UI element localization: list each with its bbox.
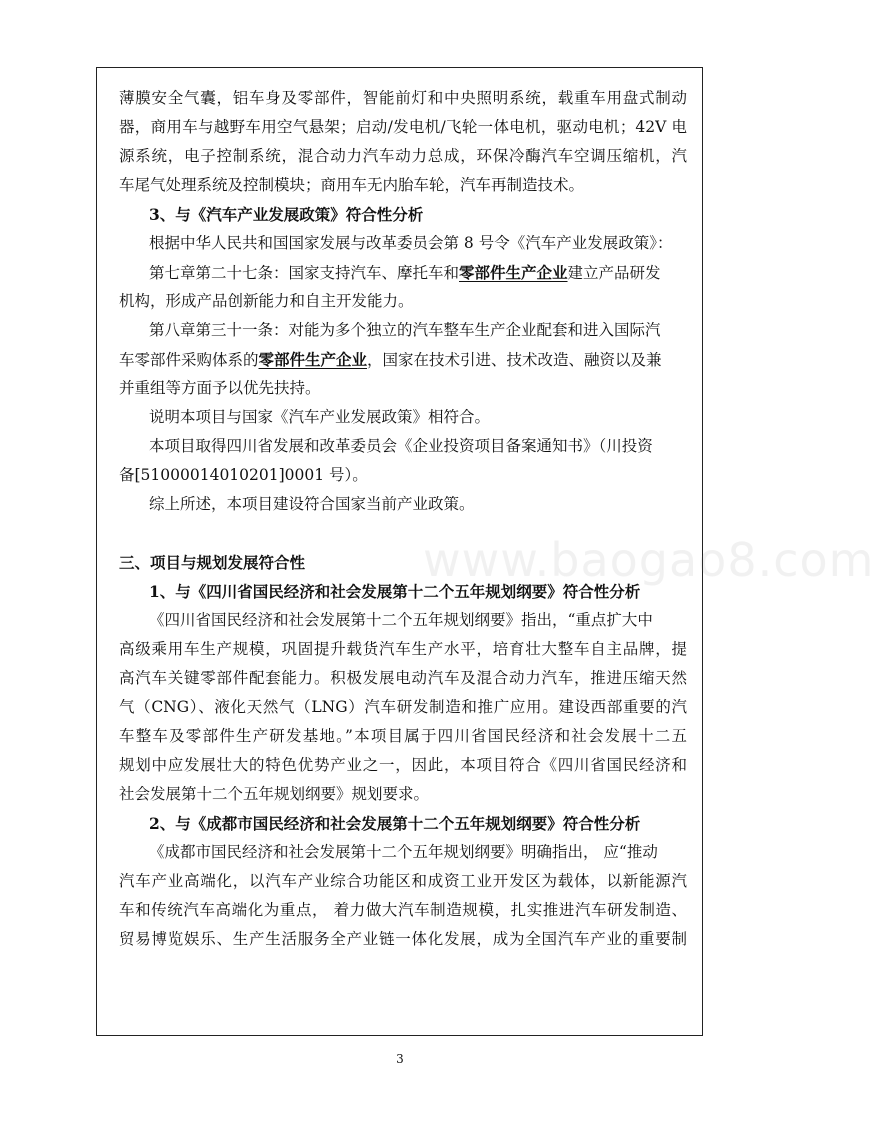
text-line: 并重组等方面予以优先扶持。 (119, 379, 321, 397)
article-27-text: 建立产品研发 (567, 264, 661, 282)
text-line: 车和传统汽车高端化为重点， 着力做大汽车制造规模，扎实推进汽车研发制造、 (119, 901, 687, 919)
text-line: 规划中应发展壮大的特色优势产业之一，因此，本项目符合《四川省国民经济和 (119, 756, 687, 774)
page-number: 3 (396, 1052, 404, 1066)
heading-policy-analysis: 3、与《汽车产业发展政策》符合性分析 (149, 205, 424, 224)
article-27-text: 第七章第二十七条：国家支持汽车、摩托车和 (149, 264, 460, 282)
article-31-text: 车零部件采购体系的 (119, 351, 259, 369)
text-line: 气（CNG）、液化天然气（LNG）汽车研发制造和推广应用。建设西部重要的汽 (119, 698, 687, 716)
article-31-text: ，国家在技术引进、技术改造、融资以及兼 (367, 351, 662, 369)
text-line: 机构，形成产品创新能力和自主开发能力。 (119, 292, 414, 310)
heading-sichuan-plan: 1、与《四川省国民经济和社会发展第十二个五年规划纲要》符合性分析 (149, 582, 641, 601)
text-line: 贸易博览娱乐、生产生活服务全产业链一体化发展，成为全国汽车产业的重要制 (119, 930, 687, 948)
text-line: 高级乘用车生产规模，巩固提升载货汽车生产水平，培育壮大整车自主品牌，提 (119, 640, 687, 658)
text-line: 《成都市国民经济和社会发展第十二个五年规划纲要》明确指出， 应“推动 (149, 843, 658, 861)
text-line: 说明本项目与国家《汽车产业发展政策》相符合。 (149, 408, 491, 426)
text-line: 汽车产业高端化，以汽车产业综合功能区和成资工业开发区为载体，以新能源汽 (119, 872, 687, 890)
section-heading: 三、项目与规划发展符合性 (119, 553, 306, 572)
text-line: 车尾气处理系统及控制模块；商用车无内胎车轮，汽车再制造技术。 (119, 176, 585, 194)
text-line: 备[51000014010201]0001 号）。 (119, 466, 368, 484)
text-line: 综上所述，本项目建设符合国家当前产业政策。 (149, 495, 475, 513)
spacer (119, 519, 687, 548)
text-line: 根据中华人民共和国国家发展与改革委员会第 8 号令《汽车产业发展政策》： (149, 234, 673, 252)
underlined-term: 零部件生产企业 (459, 263, 568, 282)
underlined-term: 零部件生产企业 (258, 350, 368, 369)
document-body (119, 84, 687, 954)
text-line: 源系统，电子控制系统，混合动力汽车动力总成，环保冷酶汽车空调压缩机，汽 (119, 147, 687, 165)
heading-chengdu-plan: 2、与《成都市国民经济和社会发展第十二个五年规划纲要》符合性分析 (149, 814, 641, 833)
watermark: www.baogao8.com (423, 533, 874, 587)
text-line: 车整车及零部件生产研发基地。”本项目属于四川省国民经济和社会发展十二五 (119, 727, 687, 745)
text-line: 《四川省国民经济和社会发展第十二个五年规划纲要》指出，“重点扩大中 (149, 611, 653, 629)
text-line: 高汽车关键零部件配套能力。积极发展电动汽车及混合动力汽车，推进压缩天然 (119, 669, 687, 687)
article-27-line (119, 258, 687, 287)
text-line: 第八章第三十一条：对能为多个独立的汽车整车生产企业配套和进入国际汽 (149, 321, 661, 339)
text-line: 本项目取得四川省发展和改革委员会《企业投资项目备案通知书》（川投资 (149, 437, 653, 455)
text-line: 器，商用车与越野车用空气悬架；启动/发电机/飞轮一体电机，驱动电机；42V 电 (119, 118, 687, 136)
article-31-line (119, 345, 687, 374)
text-line: 薄膜安全气囊，铝车身及零部件，智能前灯和中央照明系统，载重车用盘式制动 (119, 89, 687, 107)
text-line: 社会发展第十二个五年规划纲要》规划要求。 (119, 785, 430, 803)
